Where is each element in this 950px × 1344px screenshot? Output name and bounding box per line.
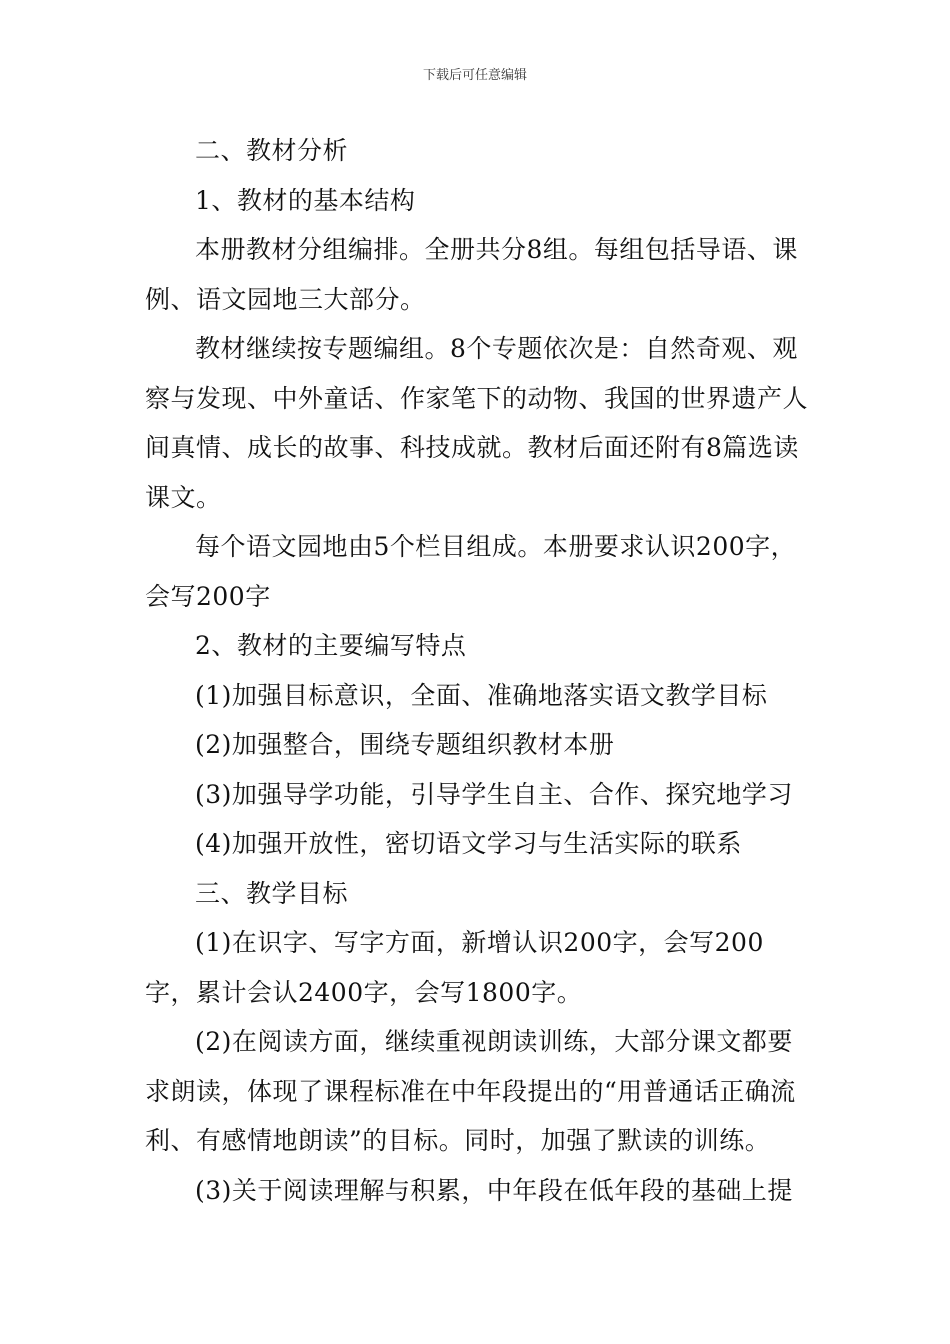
subheading-basic-structure: 1、教材的基本结构 xyxy=(195,185,416,215)
paragraph-language-garden: 每个语文园地由5个栏目组成。本册要求认识200字，会写200字 xyxy=(145,532,797,611)
section-heading-teaching-goals: 三、教学目标 xyxy=(195,878,349,908)
feature-item-1: (1)加强目标意识，全面、准确地落实语文教学目标 xyxy=(195,680,768,710)
subheading-main-features: 2、教材的主要编写特点 xyxy=(195,631,467,660)
page-header-note: 下载后可任意编辑 xyxy=(422,68,527,83)
goal-item-2: (2)在阅读方面，继续重视朗读训练，大部分课文都要求朗读，体现了课程标准在中年段提出的“用普通话正确流利、有感情地朗读”的目标。同时，加强了默读的训练。 xyxy=(145,1027,796,1155)
feature-item-2: (2)加强整合，围绕专题组织教材本册 xyxy=(195,730,615,759)
paragraph-grouping: 本册教材分组编排。全册共分8组。每组包括导语、课例、语文园地三大部分。 xyxy=(145,235,798,314)
goal-item-3: (3)关于阅读理解与积累，中年段在低年段的基础上提 xyxy=(195,1175,793,1205)
section-heading-textbook-analysis: 二、教材分析 xyxy=(195,136,349,165)
feature-item-4: (4)加强开放性，密切语文学习与生活实际的联系 xyxy=(195,829,742,858)
goal-item-1: (1)在识字、写字方面，新增认识200字，会写200字，累计会认2400字，会写1800字。 xyxy=(145,928,764,1007)
feature-item-3: (3)加强导学功能，引导学生自主、合作、探究地学习 xyxy=(195,779,793,809)
document-body xyxy=(145,126,813,1215)
paragraph-topics: 教材继续按专题编组。8个专题依次是：自然奇观、观察与发现、中外童话、作家笔下的动物、我国的世界遗产人间真情、成长的故事、科技成就。教材后面还附有8篇选读课文。 xyxy=(145,334,809,512)
